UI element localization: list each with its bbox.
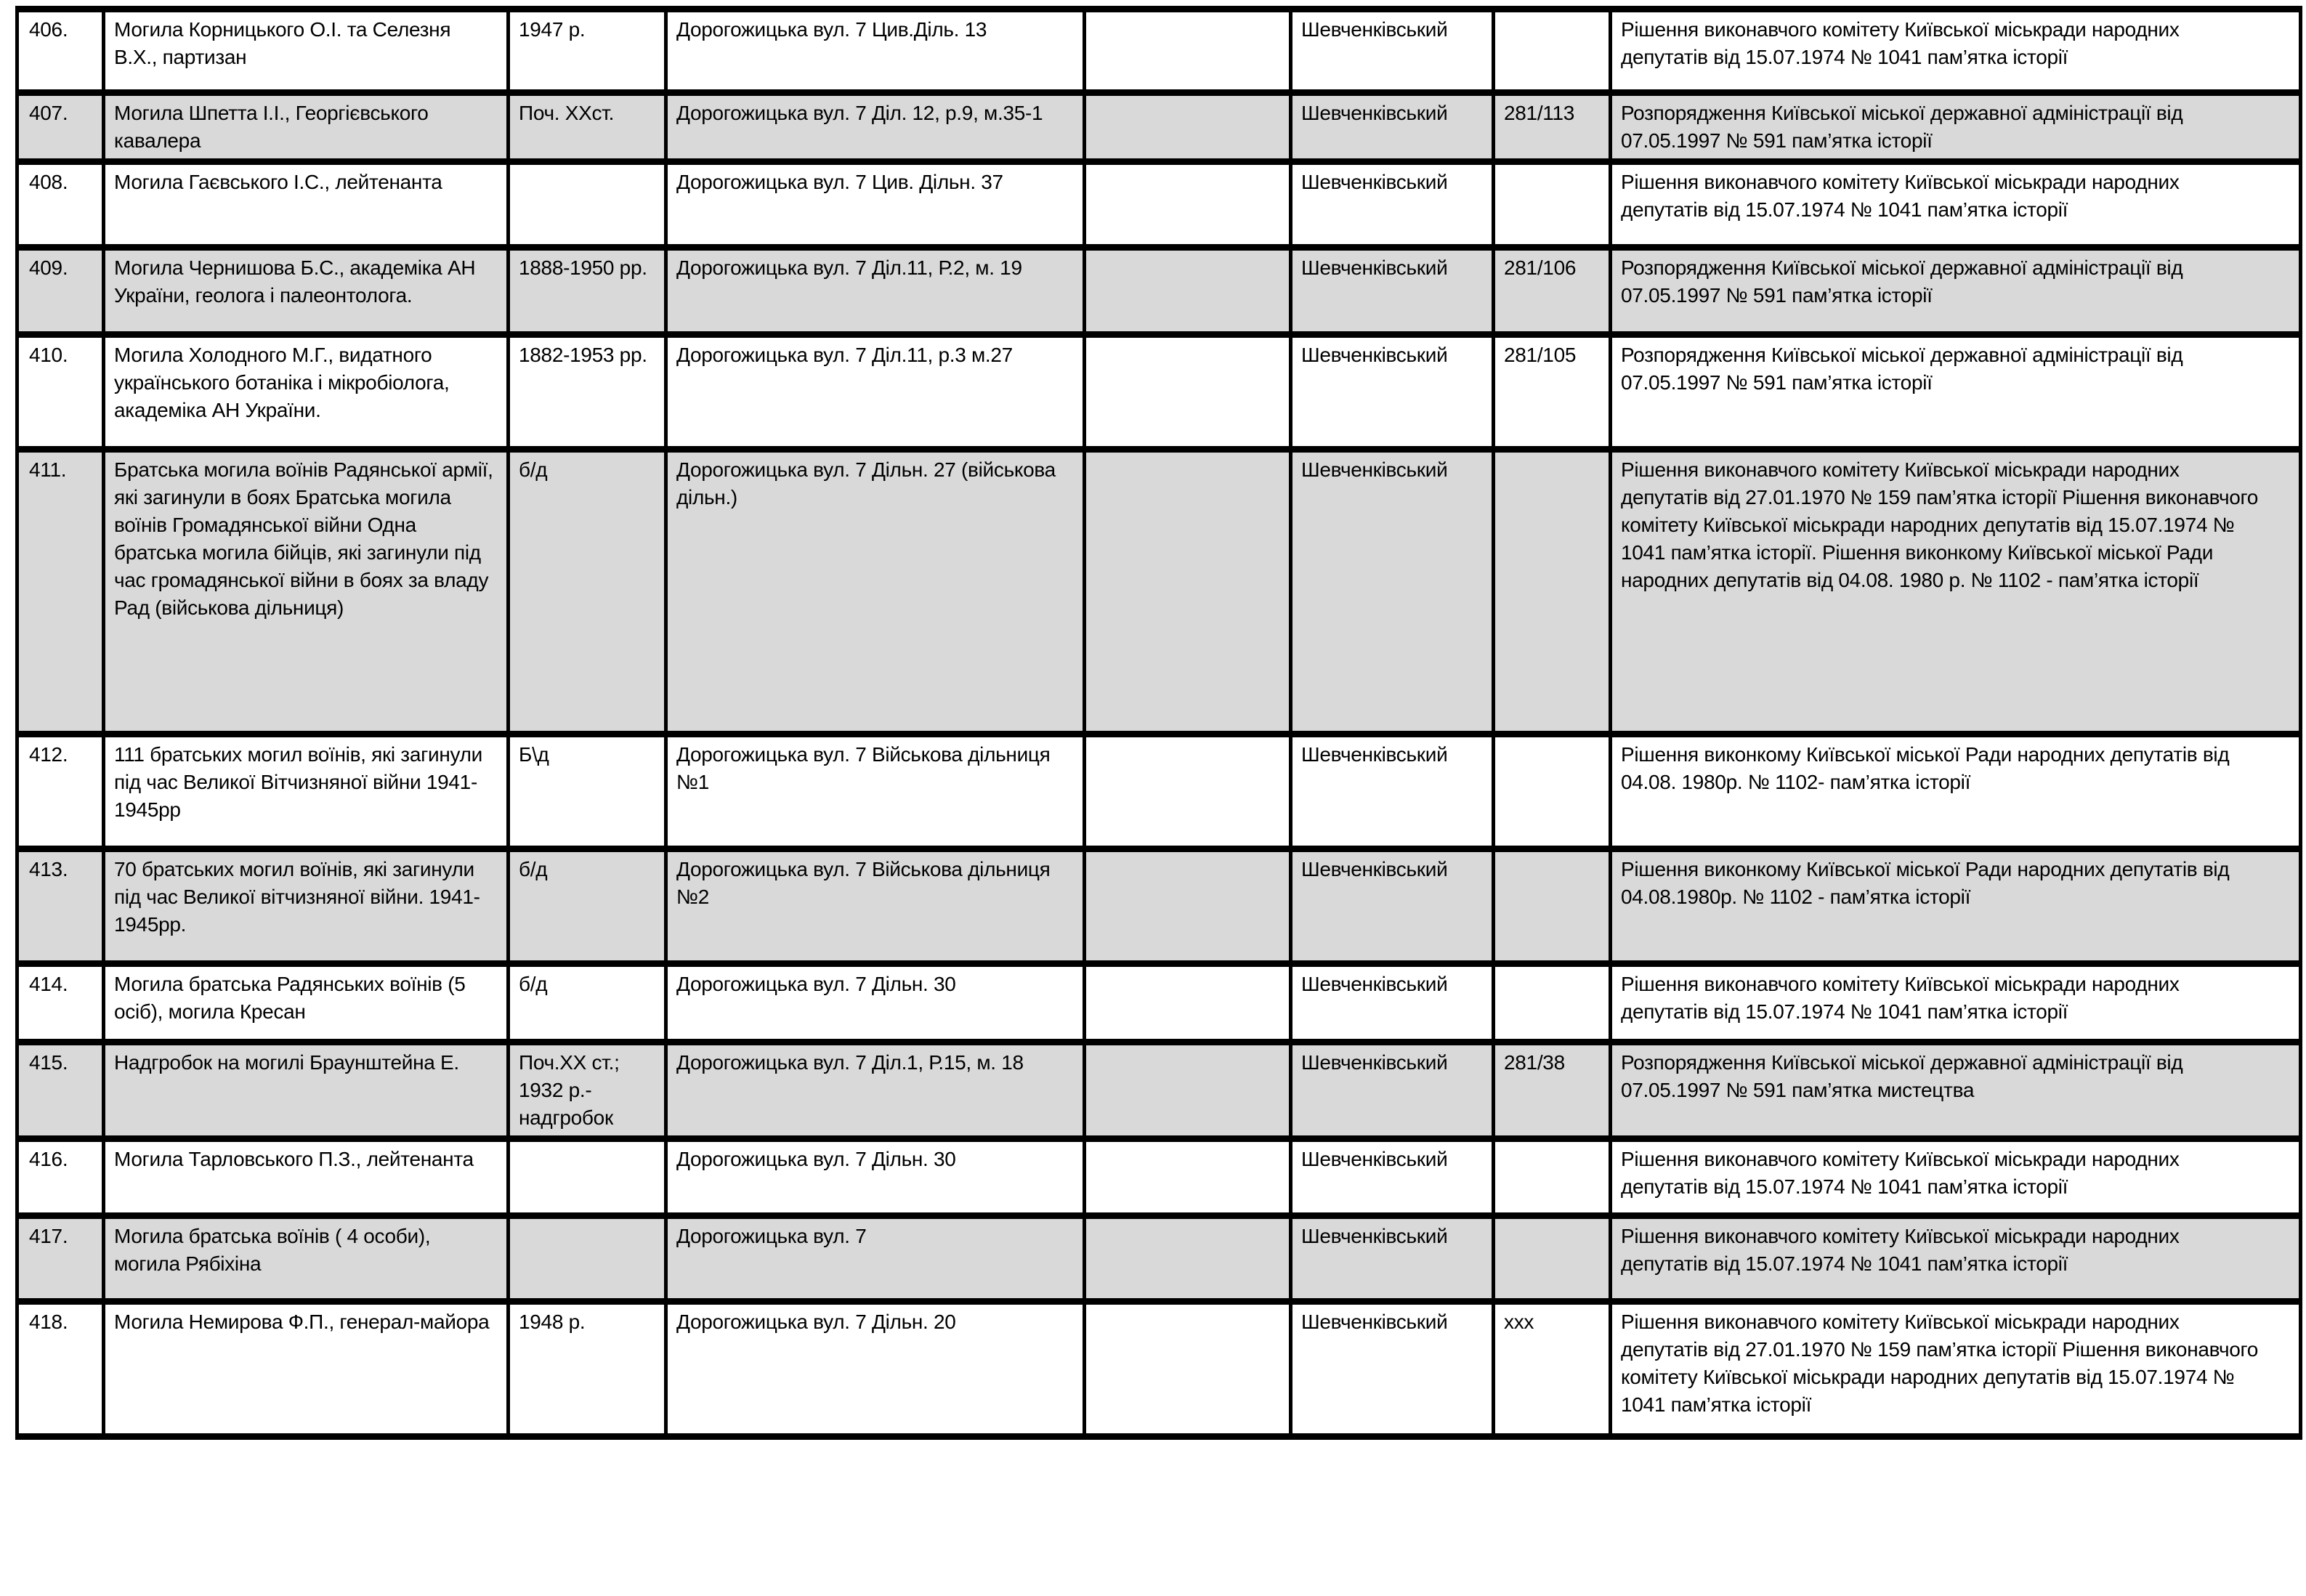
cell-date: 1948 р. <box>509 1302 666 1437</box>
cell-number: 416. <box>17 1139 104 1216</box>
cell-district: Шевченківський <box>1291 9 1494 93</box>
cell-address: Дорогожицька вул. 7 Військова дільниця №1 <box>666 734 1085 849</box>
cell-number: 413. <box>17 849 104 964</box>
cell-empty <box>1085 9 1291 93</box>
cell-empty <box>1085 450 1291 734</box>
table-row <box>17 734 2301 849</box>
cell-district: Шевченківський <box>1291 162 1494 248</box>
cell-district: Шевченківський <box>1291 1302 1494 1437</box>
cell-address: Дорогожицька вул. 7 Діл.11, Р.2, м. 19 <box>666 248 1085 335</box>
cell-date: 1882-1953 рр. <box>509 335 666 450</box>
cell-number: 414. <box>17 964 104 1042</box>
cell-district: Шевченківський <box>1291 450 1494 734</box>
cell-empty <box>1085 335 1291 450</box>
cell-protection-number <box>1494 162 1611 248</box>
cell-empty <box>1085 93 1291 162</box>
cell-number: 409. <box>17 248 104 335</box>
table-row <box>17 9 2301 93</box>
cell-monument-name: Могила Немирова Ф.П., генерал-майора <box>104 1302 509 1437</box>
cell-decision: Розпорядження Київської міської державної адміністрації від 07.05.1997 № 591 пам’ятка історії <box>1611 93 2301 162</box>
cell-empty <box>1085 1302 1291 1437</box>
cell-monument-name: Могила Корницького О.І. та Селезня В.Х., партизан <box>104 9 509 93</box>
cell-monument-name: Могила Чернишова Б.С., академіка АН України, геолога і палеонтолога. <box>104 248 509 335</box>
cell-empty <box>1085 1042 1291 1139</box>
cell-protection-number <box>1494 9 1611 93</box>
cell-district: Шевченківський <box>1291 93 1494 162</box>
cell-address: Дорогожицька вул. 7 Дільн. 20 <box>666 1302 1085 1437</box>
cell-address: Дорогожицька вул. 7 <box>666 1216 1085 1302</box>
cell-decision: Рішення виконкому Київської міської Ради народних депутатів від 04.08.1980р. № 1102 - пам’ятка історії <box>1611 849 2301 964</box>
cell-protection-number: 281/38 <box>1494 1042 1611 1139</box>
cell-empty <box>1085 849 1291 964</box>
cell-number: 408. <box>17 162 104 248</box>
cell-number: 410. <box>17 335 104 450</box>
cell-monument-name: Могила Тарловського П.З., лейтенанта <box>104 1139 509 1216</box>
cell-number: 417. <box>17 1216 104 1302</box>
cell-decision: Рішення виконавчого комітету Київської міськради народних депутатів від 15.07.1974 № 1041 пам’ятка історії <box>1611 1216 2301 1302</box>
cell-decision: Рішення виконавчого комітету Київської міськради народних депутатів від 15.07.1974 № 1041 пам’ятка історії <box>1611 1139 2301 1216</box>
cell-address: Дорогожицька вул. 7 Діл.11, р.3 м.27 <box>666 335 1085 450</box>
cell-protection-number <box>1494 849 1611 964</box>
cell-protection-number: 281/113 <box>1494 93 1611 162</box>
cell-district: Шевченківський <box>1291 1042 1494 1139</box>
monuments-registry-table <box>15 6 2302 1440</box>
cell-number: 412. <box>17 734 104 849</box>
cell-decision: Розпорядження Київської міської державної адміністрації від 07.05.1997 № 591 пам’ятка історії <box>1611 248 2301 335</box>
cell-empty <box>1085 964 1291 1042</box>
cell-district: Шевченківський <box>1291 248 1494 335</box>
table-row <box>17 1302 2301 1437</box>
cell-protection-number: 281/106 <box>1494 248 1611 335</box>
cell-number: 411. <box>17 450 104 734</box>
cell-date: Поч.ХХ ст.; 1932 р.- надгробок <box>509 1042 666 1139</box>
cell-protection-number <box>1494 1216 1611 1302</box>
cell-date <box>509 1139 666 1216</box>
cell-date <box>509 1216 666 1302</box>
cell-number: 418. <box>17 1302 104 1437</box>
cell-monument-name: 70 братських могил воїнів, які загинули під час Великої вітчизняної війни. 1941-1945рр. <box>104 849 509 964</box>
cell-monument-name: Могила Гаєвського І.С., лейтенанта <box>104 162 509 248</box>
cell-date: Б\д <box>509 734 666 849</box>
cell-decision: Рішення виконавчого комітету Київської міськради народних депутатів від 27.01.1970 № 159 пам’ятка історії Рішення виконавчого комітету Київської міськради народних депутатів від 15.07.1974 № 1041 пам’ятка історії. Рішення виконкому Київської міської Ради народних депутатів від 04.08. 1980 р. № 1102 - пам’ятка історії <box>1611 450 2301 734</box>
cell-monument-name: 111 братських могил воїнів, які загинули під час Великої Вітчизняної війни 1941-1945рр <box>104 734 509 849</box>
cell-address: Дорогожицька вул. 7 Цив.Діль. 13 <box>666 9 1085 93</box>
cell-protection-number <box>1494 734 1611 849</box>
cell-number: 406. <box>17 9 104 93</box>
cell-protection-number <box>1494 450 1611 734</box>
cell-monument-name: Надгробок на могилі Браунштейна Е. <box>104 1042 509 1139</box>
table-row <box>17 162 2301 248</box>
table-row <box>17 93 2301 162</box>
cell-district: Шевченківський <box>1291 335 1494 450</box>
cell-number: 407. <box>17 93 104 162</box>
cell-protection-number: 281/105 <box>1494 335 1611 450</box>
cell-decision: Рішення виконавчого комітету Київської міськради народних депутатів від 15.07.1974 № 1041 пам’ятка історії <box>1611 964 2301 1042</box>
registry-table-body <box>17 9 2301 1437</box>
table-row <box>17 335 2301 450</box>
cell-empty <box>1085 1139 1291 1216</box>
cell-address: Дорогожицька вул. 7 Діл. 12, р.9, м.35-1 <box>666 93 1085 162</box>
cell-monument-name: Могила Холодного М.Г., видатного українського ботаніка і мікробіолога, академіка АН України. <box>104 335 509 450</box>
cell-district: Шевченківський <box>1291 734 1494 849</box>
cell-address: Дорогожицька вул. 7 Військова дільниця №2 <box>666 849 1085 964</box>
table-row <box>17 450 2301 734</box>
cell-decision: Розпорядження Київської міської державної адміністрації від 07.05.1997 № 591 пам’ятка історії <box>1611 335 2301 450</box>
cell-date: б/д <box>509 450 666 734</box>
cell-district: Шевченківський <box>1291 849 1494 964</box>
cell-monument-name: Могила братська Радянських воїнів (5 осіб), могила Кресан <box>104 964 509 1042</box>
cell-decision: Рішення виконавчого комітету Київської міськради народних депутатів від 15.07.1974 № 1041 пам’ятка історії <box>1611 162 2301 248</box>
cell-address: Дорогожицька вул. 7 Діл.1, Р.15, м. 18 <box>666 1042 1085 1139</box>
cell-protection-number <box>1494 964 1611 1042</box>
cell-decision: Розпорядження Київської міської державної адміністрації від 07.05.1997 № 591 пам’ятка мистецтва <box>1611 1042 2301 1139</box>
cell-district: Шевченківський <box>1291 1139 1494 1216</box>
cell-monument-name: Могила братська воїнів ( 4 особи), могила Рябіхіна <box>104 1216 509 1302</box>
cell-date <box>509 162 666 248</box>
table-row <box>17 1216 2301 1302</box>
cell-empty <box>1085 1216 1291 1302</box>
cell-date: Поч. ХХст. <box>509 93 666 162</box>
cell-monument-name: Могила Шпетта І.І., Георгієвського кавалера <box>104 93 509 162</box>
cell-address: Дорогожицька вул. 7 Дільн. 30 <box>666 1139 1085 1216</box>
table-row <box>17 248 2301 335</box>
table-row <box>17 1042 2301 1139</box>
cell-address: Дорогожицька вул. 7 Цив. Дільн. 37 <box>666 162 1085 248</box>
cell-date: б/д <box>509 964 666 1042</box>
cell-protection-number <box>1494 1139 1611 1216</box>
cell-date: б/д <box>509 849 666 964</box>
cell-address: Дорогожицька вул. 7 Дільн. 27 (військова дільн.) <box>666 450 1085 734</box>
cell-decision: Рішення виконавчого комітету Київської міськради народних депутатів від 27.01.1970 № 159 пам’ятка історії Рішення виконавчого комітету Київської міськради народних депутатів від 15.07.1974 № 1041 пам’ятка історії <box>1611 1302 2301 1437</box>
cell-empty <box>1085 734 1291 849</box>
cell-date: 1947 р. <box>509 9 666 93</box>
cell-district: Шевченківський <box>1291 964 1494 1042</box>
cell-date: 1888-1950 рр. <box>509 248 666 335</box>
cell-empty <box>1085 248 1291 335</box>
table-row <box>17 849 2301 964</box>
cell-monument-name: Братська могила воїнів Радянської армії, які загинули в боях Братська могила воїнів Громадянської війни Одна братська могила бійців, які загинули під час громадянської війни в боях за владу Рад (військова дільниця) <box>104 450 509 734</box>
cell-empty <box>1085 162 1291 248</box>
cell-number: 415. <box>17 1042 104 1139</box>
cell-address: Дорогожицька вул. 7 Дільн. 30 <box>666 964 1085 1042</box>
cell-protection-number: ххх <box>1494 1302 1611 1437</box>
cell-decision: Рішення виконавчого комітету Київської міськради народних депутатів від 15.07.1974 № 1041 пам’ятка історії <box>1611 9 2301 93</box>
table-row <box>17 1139 2301 1216</box>
cell-district: Шевченківський <box>1291 1216 1494 1302</box>
table-row <box>17 964 2301 1042</box>
cell-decision: Рішення виконкому Київської міської Ради народних депутатів від 04.08. 1980р. № 1102- пам’ятка історії <box>1611 734 2301 849</box>
